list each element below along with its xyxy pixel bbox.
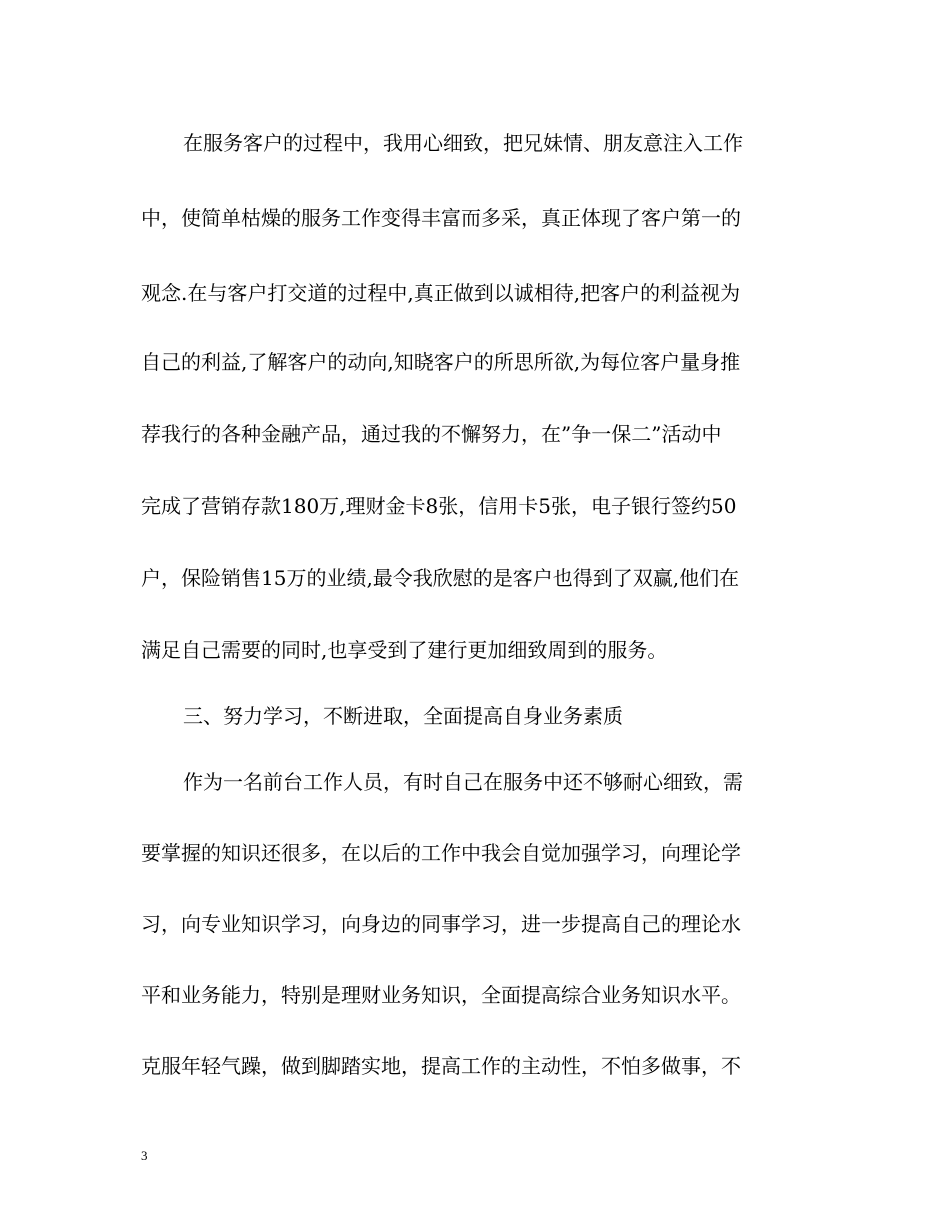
paragraph-line: 在服务客户的过程中，我用心细致，把兄妹情、朋友意注入工作 — [183, 131, 743, 155]
paragraph-line: 作为一名前台工作人员，有时自己在服务中还不够耐心细致，需 — [183, 770, 743, 794]
paragraph-line: 中，使简单枯燥的服务工作变得丰富而多采，真正体现了客户第一的 — [141, 206, 741, 230]
page-number: 3 — [141, 1148, 148, 1163]
paragraph-line: 完成了营销存款180万,理财金卡8张，信用卡5张，电子银行签约50 — [141, 494, 737, 518]
paragraph-line: 平和业务能力，特别是理财业务知识，全面提高综合业务知识水平。 — [141, 983, 741, 1007]
paragraph-line: 荐我行的各种金融产品，通过我的不懈努力，在”争一保二”活动中 — [141, 422, 722, 446]
paragraph-line: 要掌握的知识还很多，在以后的工作中我会自觉加强学习，向理论学 — [141, 841, 741, 865]
paragraph-line: 自己的利益,了解客户的动向,知晓客户的所思所欲,为每位客户量身推 — [141, 350, 741, 374]
paragraph-line: 习，向专业知识学习，向身边的同事学习，进一步提高自己的理论水 — [141, 912, 741, 936]
paragraph-line: 克服年轻气躁，做到脚踏实地，提高工作的主动性，不怕多做事，不 — [141, 1054, 741, 1078]
paragraph-line: 满足自己需要的同时,也享受到了建行更加细致周到的服务。 — [141, 638, 668, 662]
paragraph-line: 观念.在与客户打交道的过程中,真正做到以诚相待,把客户的利益视为 — [141, 281, 741, 305]
section-heading: 三、努力学习，不断进取，全面提高自身业务素质 — [183, 704, 623, 728]
paragraph-line: 户，保险销售15万的业绩,最令我欣慰的是客户也得到了双赢,他们在 — [141, 566, 740, 590]
